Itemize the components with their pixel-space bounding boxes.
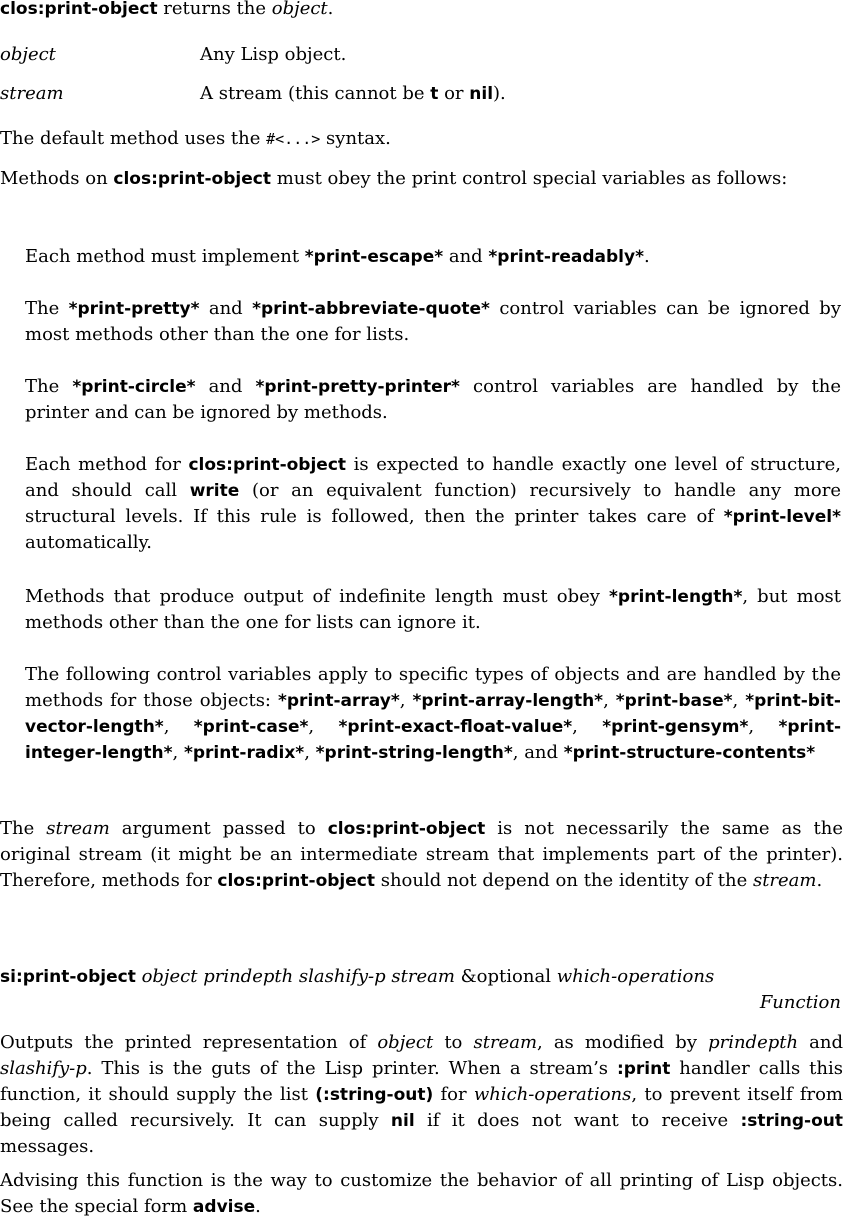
control-variable: *print-bit-vector-length* [25, 691, 841, 737]
control-variable-list: *print-array*, *print-array-length*, *print-base*, *print-bit-vector-length*, *print-case*, *print-exact-float-value*, *print-gensym*, *print-integer-length*, *print-radix*, *print-string-length*, and *print-structure-contents* [25, 690, 842, 763]
rule-1: Each method must implement *print-escape* and *print-readably*. [25, 246, 650, 267]
control-variable: *print-case* [193, 717, 309, 737]
control-variable: *print-structure-contents* [563, 743, 816, 763]
advise-note: Advising this function is the way to customize the behavior of all printing of Lisp objects. See the special form advise. [0, 1170, 843, 1217]
control-variable: *print-string-length* [315, 743, 513, 763]
syntax-code: #<...> [266, 130, 321, 148]
si-fn-name: si:print-object [0, 967, 136, 987]
methods-intro: Methods on clos:print-object must obey the print control special variables as follows: [0, 168, 788, 189]
rule-3: The *print-circle* and *print-pretty-printer* control variables are handled by the printer and can be ignored by methods. [25, 376, 842, 423]
rule-4: Each method for clos:print-object is expected to handle exactly one level of structure, and should call write (or an equivalent function) recursively to handle any more structural levels. If this rule is followed, then the printer takes care of *print-level* automatically. [25, 454, 841, 553]
control-variable: *print-base* [615, 691, 733, 711]
control-variable: *print-gensym* [602, 717, 749, 737]
si-fn-args: object prindepth slashify-p stream [141, 966, 455, 987]
arg-name: stream [0, 83, 64, 104]
rule-2: The *print-pretty* and *print-abbreviate-quote* control variables can be ignored by most methods other than the one for lists. [25, 298, 841, 345]
entry-kind: Function [759, 992, 841, 1013]
rule-5: Methods that produce output of indefinite length must obey *print-length*, but most methods other than the one for lists can ignore it. [25, 586, 842, 633]
arg-desc: A stream (this cannot be t or nil). [200, 83, 506, 104]
control-variable: *print-array* [278, 691, 400, 711]
rule-6: The following control variables apply to specific types of objects and are handled by the methods for those objects: *print-array*, *print-array-length*, *print-base*, *print-bit-vector-length*, *print-case*, *print-exact-float-value*, *print-gensym*, *print-integer-length*, *print-radix*, *print-string-length*, and *print-structure-contents* [25, 664, 842, 763]
si-opt-arg: which-operations [556, 966, 715, 987]
stream-note: The stream argument passed to clos:print-object is not necessarily the same as the original stream (it might be an intermediate stream that implements part of the printer). Therefore, methods for clos:print-object should not depend on the identity of the stream. [0, 818, 843, 891]
default-method-line: The default method uses the #<...> syntax. [0, 128, 391, 149]
si-entry-header [0, 964, 843, 990]
intro-line: clos:print-object returns the object. [0, 0, 334, 19]
control-variable: *print-radix* [183, 743, 305, 763]
arg-name: object [0, 44, 56, 65]
control-variable: *print-array-length* [412, 691, 604, 711]
fn-name: clos:print-object [0, 0, 158, 19]
arg-desc: Any Lisp object. [200, 44, 347, 65]
si-optional-keyword: &optional [460, 966, 551, 987]
control-variable: *print-integer-length* [25, 717, 842, 763]
si-description: Outputs the printed representation of object to stream, as modified by prindepth and slashify-p. This is the guts of the Lisp printer. When a stream’s :print handler calls this function, it should supply the list (:string-out) for which-operations, to prevent itself from being called recursively. It can supply nil if it does not want to receive :string-out messages. [0, 1032, 843, 1157]
control-variable: *print-exact-float-value* [338, 717, 573, 737]
